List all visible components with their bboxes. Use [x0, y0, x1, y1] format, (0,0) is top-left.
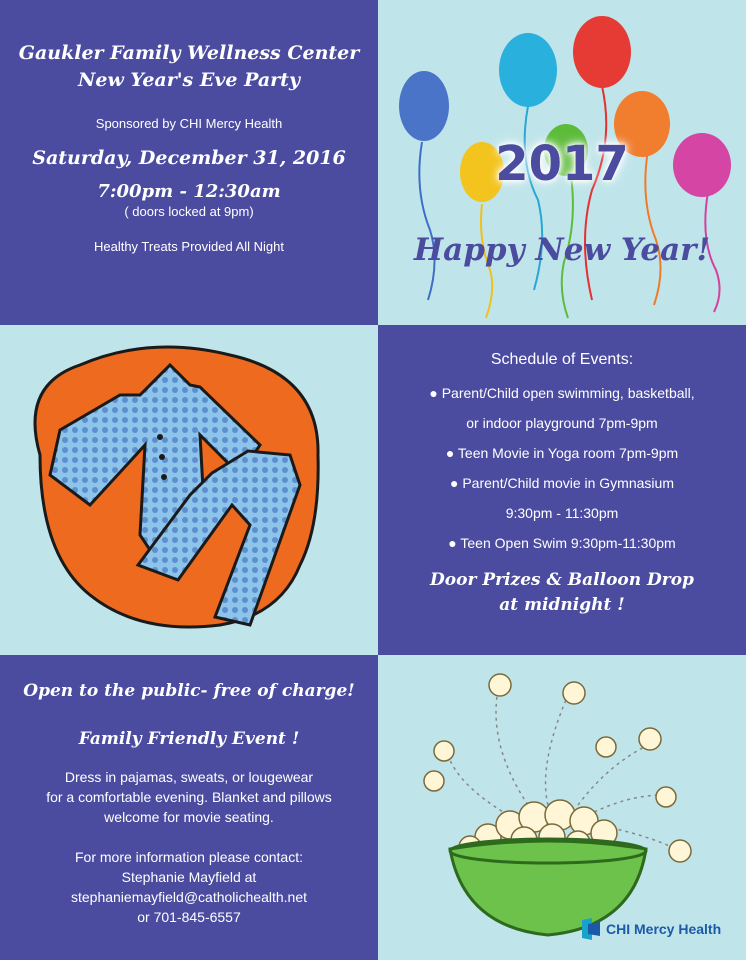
dress-line: Dress in pajamas, sweats, or lougewear	[64, 769, 314, 785]
event-time: 7:00pm - 12:30am	[97, 181, 281, 202]
popcorn-illustration	[378, 655, 746, 960]
treats-line: Healthy Treats Provided All Night	[93, 239, 285, 254]
schedule-line: ● Teen Movie in Yoga room 7pm-9pm	[445, 445, 679, 461]
contact-line: For more information please contact:	[75, 849, 303, 865]
popcorn-kernel-icon	[424, 771, 444, 791]
chi-mercy-health-logo	[578, 916, 721, 942]
schedule-line: 9:30pm - 11:30pm	[505, 505, 619, 521]
year-heading: 2017	[495, 136, 629, 192]
doors-note: ( doors locked at 9pm)	[124, 204, 254, 219]
popcorn-kernel-icon	[656, 787, 676, 807]
venue-name: Gaukler Family Wellness Center	[18, 42, 360, 64]
door-prizes-line-1: Door Prizes & Balloon Drop	[430, 570, 694, 590]
balloon-blue-icon	[399, 71, 449, 141]
greeting-heading: Happy New Year!	[413, 232, 711, 268]
sponsor-line: Sponsored by CHI Mercy Health	[95, 116, 283, 131]
popcorn-panel	[378, 655, 746, 960]
schedule-title: Schedule of Events:	[490, 351, 634, 368]
popcorn-kernel-icon	[596, 737, 616, 757]
dress-text	[0, 767, 378, 827]
balloon-red-icon	[573, 16, 631, 88]
popcorn-kernel-icon	[639, 728, 661, 750]
schedule-line: ● Teen Open Swim 9:30pm-11:30pm	[448, 535, 676, 551]
info-panel	[0, 655, 378, 960]
door-prizes-line-2: at midnight !	[499, 595, 625, 615]
event-title: New Year's Eve Party	[77, 69, 301, 91]
schedule-line: ● Parent/Child open swimming, basketball,	[429, 385, 695, 401]
dress-line: for a comfortable evening. Blanket and pillows	[46, 789, 332, 805]
popcorn-kernel-icon	[563, 682, 585, 704]
contact-phone: or 701-845-6557	[137, 909, 241, 925]
schedule-line: or indoor playground 7pm-9pm	[466, 415, 658, 431]
event-details-panel	[0, 0, 378, 325]
popcorn-kernel-icon	[489, 674, 511, 696]
contact-email: stephaniemayfield@catholichealth.net	[70, 889, 308, 905]
balloon-teal-icon	[499, 33, 557, 107]
dress-line: welcome for movie seating.	[104, 809, 274, 825]
family-friendly-heading: Family Friendly Event !	[78, 729, 300, 749]
pajamas-illustration	[0, 325, 378, 655]
contact-line: Stephanie Mayfield at	[121, 869, 257, 885]
popcorn-kernel-icon	[434, 741, 454, 761]
open-to-public-heading: Open to the public- free of charge!	[23, 681, 355, 701]
new-year-panel	[378, 0, 746, 325]
event-date: Saturday, December 31, 2016	[32, 147, 346, 169]
logo-text: CHI Mercy Health	[606, 921, 722, 937]
contact-text	[0, 847, 378, 927]
schedule-line: ● Parent/Child movie in Gymnasium	[450, 475, 674, 491]
schedule-panel	[378, 325, 746, 655]
chi-logo-icon	[578, 916, 602, 942]
popcorn-kernel-icon	[669, 840, 691, 862]
pajamas-panel	[0, 325, 378, 655]
